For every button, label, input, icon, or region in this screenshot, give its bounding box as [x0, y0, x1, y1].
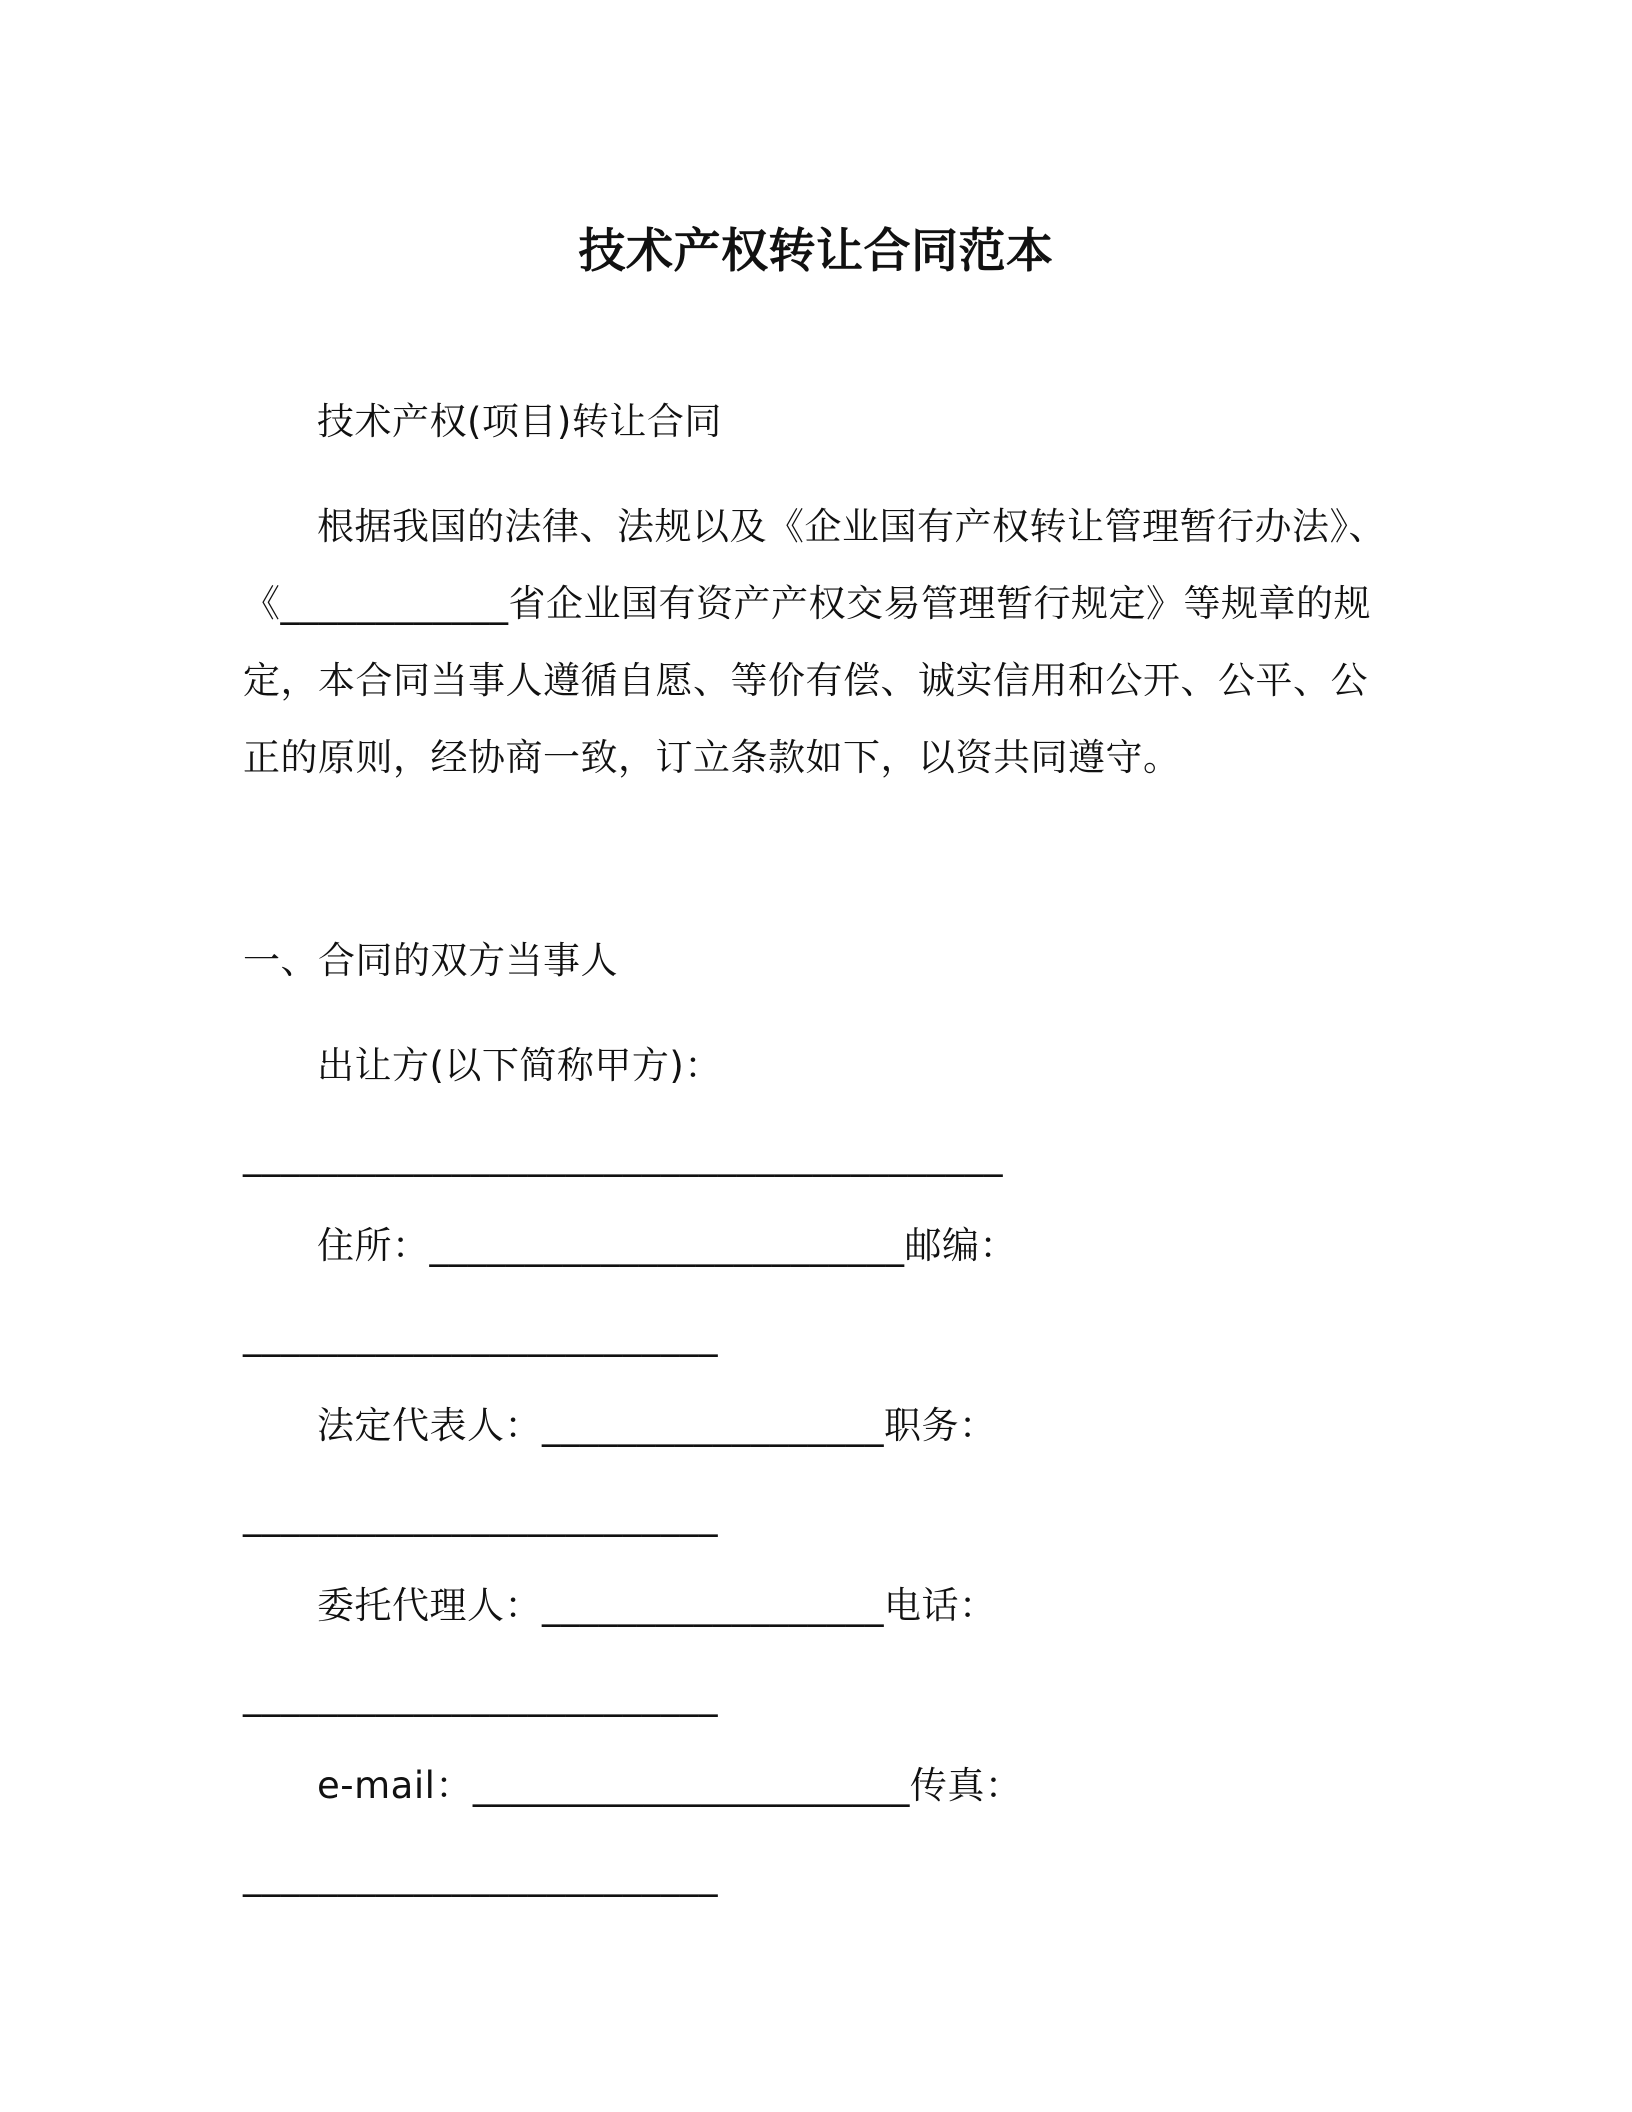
transferor-label: 出让方(以下简称甲方)： [317, 1044, 722, 1087]
intro-line-1: 根据我国的法律、法规以及《企业国有产权转让管理暂行办法》、 [317, 505, 1386, 548]
intro-line-3: 定，本合同当事人遵循自愿、等价有偿、诚实信用和公开、公平、公 [243, 659, 1368, 702]
phone-blank: _________________________ [243, 1674, 718, 1717]
postcode-blank: _________________________ [243, 1314, 718, 1357]
document-title: 技术产权转让合同范本 [578, 224, 1054, 279]
intro-line-2: 《____________省企业国有资产产权交易管理暂行规定》等规章的规 [243, 582, 1371, 625]
position-blank: _________________________ [243, 1494, 718, 1537]
legal-representative-line: 法定代表人：__________________职务： [317, 1404, 997, 1447]
email-line: e-mail：_______________________传真： [317, 1764, 1023, 1807]
contract-subtitle: 技术产权(项目)转让合同 [317, 400, 722, 443]
section-heading-parties: 一、合同的双方当事人 [243, 939, 618, 982]
intro-line-4: 正的原则，经协商一致，订立条款如下，以资共同遵守。 [243, 736, 1181, 779]
fax-blank: _________________________ [243, 1854, 718, 1897]
address-line: 住所：_________________________邮编： [317, 1224, 1017, 1267]
authorized-agent-line: 委托代理人：__________________电话： [317, 1584, 997, 1627]
transferor-blank: ________________________________________ [243, 1134, 1003, 1177]
